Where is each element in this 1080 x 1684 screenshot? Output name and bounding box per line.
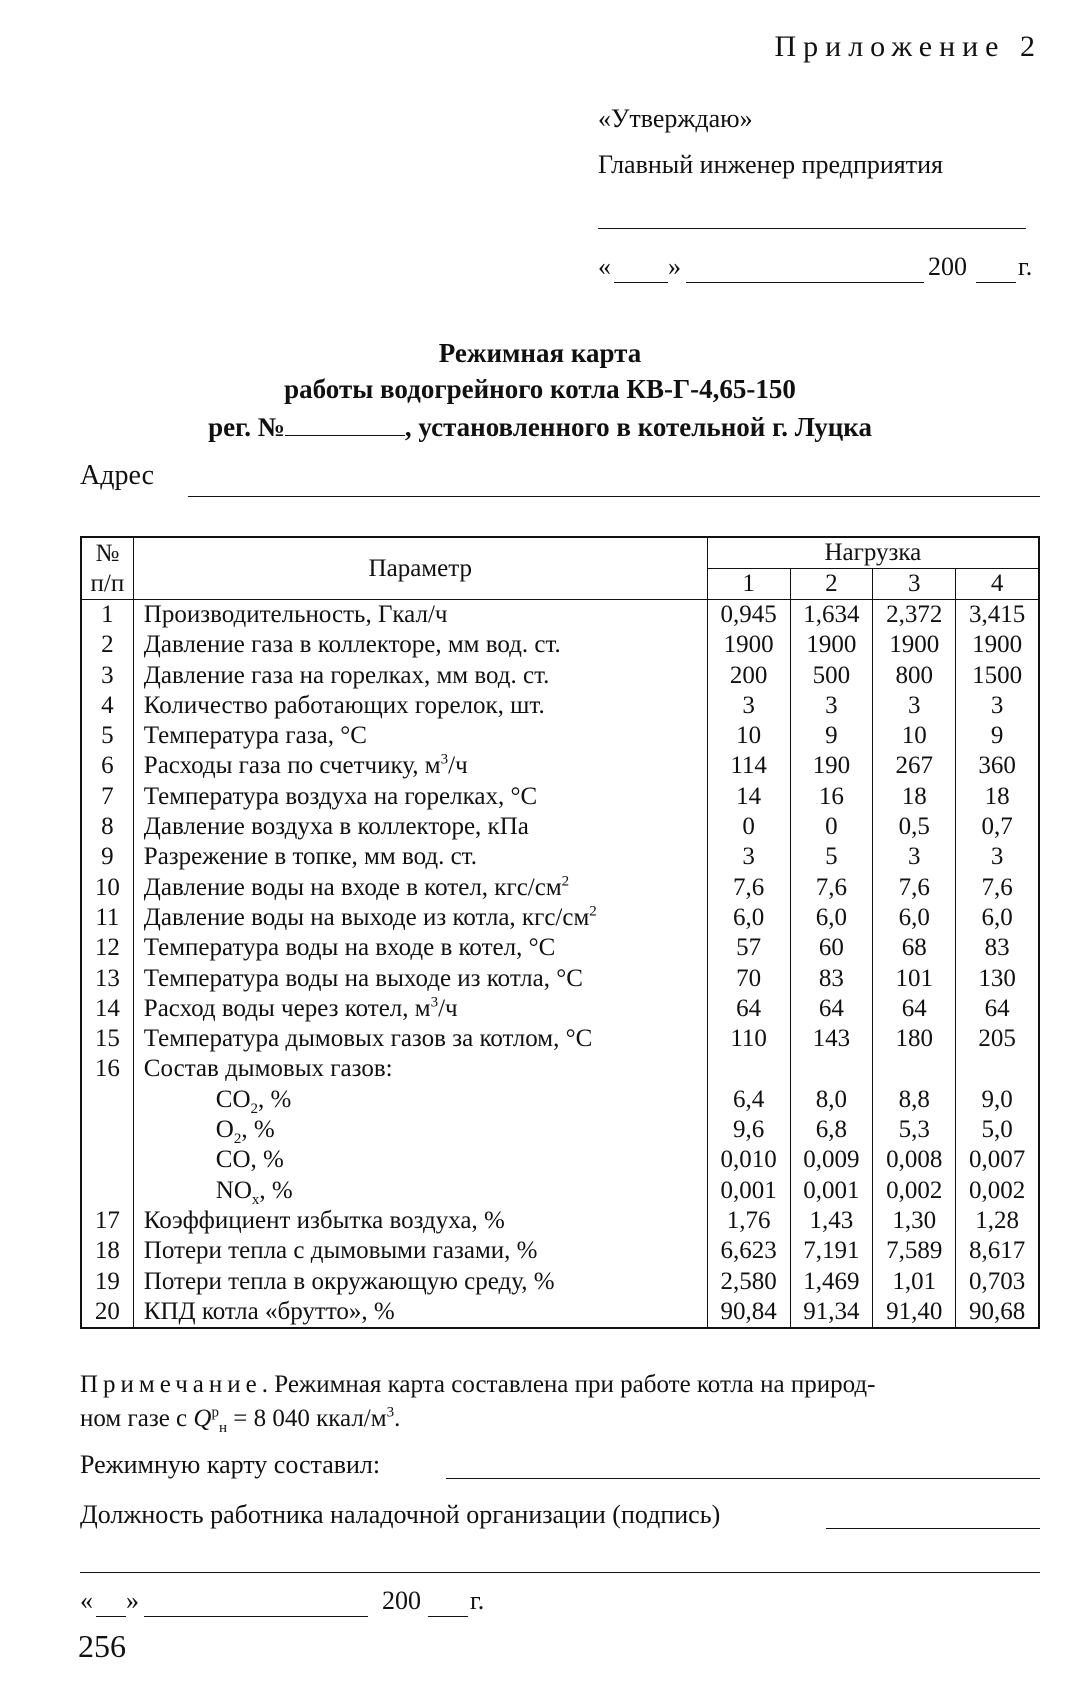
load-value-3: 0,002	[873, 1176, 956, 1206]
load-col-4: 4	[956, 569, 1039, 600]
table-row	[81, 903, 1039, 933]
row-number: 1	[81, 600, 133, 631]
load-value-2: 1,469	[790, 1267, 873, 1297]
parameter-text: NO	[215, 1176, 252, 1204]
row-parameter	[133, 721, 707, 751]
note-text-3-sup: 3	[386, 1404, 395, 1421]
load-value-4: 8,617	[956, 1236, 1039, 1266]
header-load: Нагрузка	[707, 537, 1039, 569]
compiled-by-blank[interactable]	[446, 1478, 1040, 1479]
load-value-2: 64	[790, 994, 873, 1024]
load-value-4: 5,0	[956, 1115, 1039, 1145]
position-blank[interactable]	[826, 1528, 1040, 1529]
load-value-3: 7,6	[873, 873, 956, 903]
parameter-text: CO, %	[215, 1146, 284, 1174]
table-row	[81, 600, 1039, 631]
load-value-2: 1900	[790, 630, 873, 660]
load-value-1: 114	[707, 751, 790, 781]
load-value-4: 205	[956, 1024, 1039, 1054]
row-number: 20	[81, 1297, 133, 1328]
load-value-1: 57	[707, 933, 790, 963]
load-value-1: 1900	[707, 630, 790, 660]
load-value-1: 14	[707, 782, 790, 812]
row-number: 6	[81, 751, 133, 781]
row-parameter	[133, 1145, 707, 1175]
load-value-4: 0,7	[956, 812, 1039, 842]
document-subtitle: работы водогрейного котла КВ-Г-4,65-150	[284, 374, 796, 404]
load-value-4: 0,002	[956, 1176, 1039, 1206]
table-body	[81, 600, 1039, 1329]
parameter-text: Расход воды через котел, м	[143, 994, 431, 1022]
footer-quote-close: »	[126, 1586, 139, 1615]
parameter-superscript: 2	[589, 903, 597, 920]
load-col-3: 3	[873, 569, 956, 600]
load-value-1: 3	[707, 842, 790, 872]
load-value-3: 0,5	[873, 812, 956, 842]
parameter-text: Температура воды на входе в котел, °С	[143, 934, 556, 962]
row-parameter	[133, 842, 707, 872]
row-parameter	[133, 1054, 707, 1084]
parameter-text: Потери тепла с дымовыми газами, %	[143, 1237, 538, 1265]
load-value-4: 3	[956, 842, 1039, 872]
load-value-2: 9	[790, 721, 873, 751]
load-value-4: 9,0	[956, 1085, 1039, 1115]
row-number: 16	[81, 1054, 133, 1084]
row-number	[81, 1115, 133, 1145]
load-value-3: 64	[873, 994, 956, 1024]
load-value-2: 143	[790, 1024, 873, 1054]
table-row	[81, 1145, 1039, 1175]
row-parameter	[133, 1297, 707, 1328]
load-value-2: 91,34	[790, 1297, 873, 1328]
parameter-text: Температура воды на выходе из котла, °С	[143, 964, 583, 992]
table-row	[81, 933, 1039, 963]
table-row	[81, 1267, 1039, 1297]
load-value-4: 0,703	[956, 1267, 1039, 1297]
footer-year-blank[interactable]	[428, 1616, 468, 1617]
row-number: 17	[81, 1206, 133, 1236]
load-value-3: 101	[873, 964, 956, 994]
month-blank[interactable]	[686, 282, 924, 283]
row-parameter	[133, 933, 707, 963]
parameter-text: O	[215, 1116, 234, 1144]
parameter-unit: , %	[259, 1176, 293, 1204]
registration-prefix: рег. №	[208, 412, 285, 442]
row-number: 10	[81, 873, 133, 903]
load-value-1: 6,0	[707, 903, 790, 933]
load-value-3: 2,372	[873, 600, 956, 631]
row-parameter	[133, 903, 707, 933]
row-number	[81, 1176, 133, 1206]
note-q-sub: н	[218, 1420, 227, 1436]
year-prefix: 200	[928, 252, 967, 281]
load-value-3: 0,008	[873, 1145, 956, 1175]
row-parameter	[133, 812, 707, 842]
row-parameter	[133, 691, 707, 721]
load-value-3: 8,8	[873, 1085, 956, 1115]
parameter-unit: /ч	[448, 752, 468, 780]
parameter-text: Давление воздуха в коллекторе, кПа	[143, 813, 529, 841]
table-row	[81, 1085, 1039, 1115]
load-value-1: 2,580	[707, 1267, 790, 1297]
row-parameter	[133, 751, 707, 781]
row-parameter	[133, 1115, 707, 1148]
note-q-symbol: Q	[193, 1405, 212, 1432]
load-value-1: 3	[707, 691, 790, 721]
table-row	[81, 1176, 1039, 1206]
note-text-1: . Режимная карта составлена при работе котла на природ-	[261, 1371, 876, 1398]
load-value-3	[873, 1054, 956, 1084]
date-quote-open: «	[598, 252, 611, 281]
table-row	[81, 964, 1039, 994]
load-value-3: 5,3	[873, 1115, 956, 1145]
footer-year-suffix: г.	[470, 1586, 485, 1615]
load-value-2: 6,8	[790, 1115, 873, 1145]
load-value-3: 3	[873, 842, 956, 872]
load-value-4: 0,007	[956, 1145, 1039, 1175]
load-value-1: 9,6	[707, 1115, 790, 1145]
load-value-4: 64	[956, 994, 1039, 1024]
parameter-superscript: 3	[430, 994, 439, 1011]
mode-card-table	[80, 536, 1040, 1329]
row-number: 18	[81, 1236, 133, 1266]
note-text-3-end: .	[394, 1405, 401, 1432]
parameter-text: Температура дымовых газов за котлом, °С	[143, 1025, 593, 1053]
row-parameter	[133, 630, 707, 660]
document-title: Режимная карта	[438, 338, 642, 368]
year-suffix: г.	[1018, 252, 1033, 281]
header-number-sign: №	[95, 539, 120, 567]
load-value-2: 0	[790, 812, 873, 842]
registration-suffix: , установленного в котельной г. Луцка	[404, 412, 872, 442]
load-value-2: 500	[790, 661, 873, 691]
row-number	[81, 1145, 133, 1175]
footer-month-blank[interactable]	[144, 1616, 368, 1617]
note-label: Примечание	[80, 1371, 262, 1398]
load-value-3: 91,40	[873, 1297, 956, 1328]
row-number: 14	[81, 994, 133, 1024]
load-value-4: 18	[956, 782, 1039, 812]
row-number: 15	[81, 1024, 133, 1054]
row-number: 2	[81, 630, 133, 660]
date-quote-close: »	[668, 252, 681, 281]
load-value-4: 360	[956, 751, 1039, 781]
table-row	[81, 1024, 1039, 1054]
day-blank[interactable]	[614, 282, 668, 283]
load-value-3: 180	[873, 1024, 956, 1054]
row-parameter	[133, 1206, 707, 1236]
row-number: 3	[81, 661, 133, 691]
note-text-2: ном газе с	[80, 1405, 194, 1432]
parameter-unit: , %	[258, 1085, 292, 1113]
parameter-text: Потери тепла в окружающую среду, %	[143, 1267, 555, 1295]
position-label: Должность работника наладочной организации (подпись)	[80, 1500, 721, 1529]
parameter-text: Разрежение в топке, мм вод. ст.	[143, 843, 477, 871]
table-row	[81, 1054, 1039, 1084]
load-value-4: 1,28	[956, 1206, 1039, 1236]
load-value-1: 0,945	[707, 600, 790, 631]
load-value-2: 16	[790, 782, 873, 812]
parameter-text: Производительность, Гкал/ч	[143, 601, 448, 628]
load-value-1: 70	[707, 964, 790, 994]
load-value-3: 6,0	[873, 903, 956, 933]
parameter-text: Расходы газа по счетчику, м	[143, 752, 441, 780]
parameter-text: Состав дымовых газов:	[143, 1055, 393, 1083]
load-value-4: 1500	[956, 661, 1039, 691]
header-number	[81, 537, 133, 600]
load-value-2	[790, 1054, 873, 1084]
load-value-3: 1,30	[873, 1206, 956, 1236]
row-parameter	[133, 1236, 707, 1266]
table-row	[81, 721, 1039, 751]
header-number-abbr: п/п	[90, 569, 125, 597]
table-row	[81, 873, 1039, 903]
load-value-2: 8,0	[790, 1085, 873, 1115]
load-value-2: 3	[790, 691, 873, 721]
parameter-text: КПД котла «брутто», %	[143, 1297, 395, 1325]
load-value-2: 6,0	[790, 903, 873, 933]
extra-signature-line[interactable]	[80, 1572, 1040, 1573]
parameter-text: Количество работающих горелок, шт.	[143, 691, 545, 719]
table-row	[81, 994, 1039, 1024]
load-value-3: 1900	[873, 630, 956, 660]
load-value-2: 7,6	[790, 873, 873, 903]
parameter-text: Давление газа на горелках, мм вод. ст.	[143, 661, 550, 689]
parameter-text: Давление газа в коллекторе, мм вод. ст.	[143, 631, 561, 659]
approval-date	[598, 252, 1043, 286]
parameter-text: CO	[215, 1085, 251, 1113]
load-col-1: 1	[707, 569, 790, 600]
load-value-4: 90,68	[956, 1297, 1039, 1328]
load-value-1: 6,4	[707, 1085, 790, 1115]
load-value-1: 0	[707, 812, 790, 842]
parameter-superscript: 3	[440, 752, 449, 769]
load-value-1: 0,010	[707, 1145, 790, 1175]
parameter-unit: , %	[241, 1116, 275, 1144]
load-value-3: 18	[873, 782, 956, 812]
row-number	[81, 1085, 133, 1115]
row-number: 7	[81, 782, 133, 812]
load-value-4: 130	[956, 964, 1039, 994]
footer-quote-open: «	[80, 1586, 93, 1615]
table-row	[81, 1115, 1039, 1145]
parameter-subscript: 2	[250, 1100, 259, 1117]
registration-blank[interactable]	[285, 435, 405, 436]
appendix-label: Приложение 2	[774, 30, 1042, 63]
load-value-4: 3	[956, 691, 1039, 721]
load-value-2: 190	[790, 751, 873, 781]
signature-line[interactable]	[598, 228, 1026, 229]
chief-engineer-label: Главный инженер предприятия	[598, 150, 943, 179]
table-row	[81, 661, 1039, 691]
table-header-row	[81, 537, 1039, 569]
parameter-text: Температура воздуха на горелках, °С	[143, 782, 538, 810]
load-value-2: 83	[790, 964, 873, 994]
row-parameter	[133, 600, 707, 631]
footer-day-blank[interactable]	[96, 1616, 126, 1617]
load-value-3: 68	[873, 933, 956, 963]
parameter-text: Давление воды на входе в котел, кгс/см	[143, 873, 562, 901]
load-value-2: 5	[790, 842, 873, 872]
load-value-4: 6,0	[956, 903, 1039, 933]
load-value-2: 60	[790, 933, 873, 963]
table-row	[81, 1206, 1039, 1236]
load-value-3: 267	[873, 751, 956, 781]
row-parameter	[133, 1176, 707, 1206]
load-value-4: 1900	[956, 630, 1039, 660]
row-number: 4	[81, 691, 133, 721]
load-value-1: 64	[707, 994, 790, 1024]
document-registration	[0, 412, 1080, 443]
footer-date	[80, 1586, 500, 1620]
address-label: Адрес	[80, 460, 155, 491]
header-parameter: Параметр	[133, 537, 707, 600]
compiled-by-label: Режимную карту составил:	[80, 1450, 381, 1479]
load-value-2: 0,009	[790, 1145, 873, 1175]
table-row	[81, 691, 1039, 721]
row-number: 9	[81, 842, 133, 872]
row-parameter	[133, 782, 707, 812]
table-row	[81, 812, 1039, 842]
load-value-2: 1,634	[790, 600, 873, 631]
parameter-superscript: 2	[561, 873, 570, 890]
table-row	[81, 842, 1039, 872]
table-row	[81, 1297, 1039, 1328]
row-number: 13	[81, 964, 133, 994]
year-blank[interactable]	[976, 282, 1016, 283]
row-number: 5	[81, 721, 133, 751]
note-q-sup: р	[211, 1404, 219, 1421]
row-number: 12	[81, 933, 133, 963]
parameter-unit: /ч	[438, 994, 458, 1022]
row-parameter	[133, 873, 707, 903]
table-row	[81, 782, 1039, 812]
parameter-text: Температура газа, °С	[143, 722, 367, 750]
load-value-2: 0,001	[790, 1176, 873, 1206]
parameter-subscript: 2	[233, 1131, 242, 1148]
load-value-1: 10	[707, 721, 790, 751]
row-number: 19	[81, 1267, 133, 1297]
load-value-3: 7,589	[873, 1236, 956, 1266]
load-value-1: 1,76	[707, 1206, 790, 1236]
load-value-3: 3	[873, 691, 956, 721]
row-parameter	[133, 1267, 707, 1297]
note-paragraph	[80, 1368, 1045, 1436]
parameter-subscript: x	[251, 1191, 260, 1208]
parameter-text: Коэффициент избытка воздуха, %	[143, 1206, 505, 1234]
load-value-1: 110	[707, 1024, 790, 1054]
load-value-4	[956, 1054, 1039, 1084]
load-value-4: 7,6	[956, 873, 1039, 903]
footer-year: 200	[382, 1586, 421, 1615]
load-value-2: 7,191	[790, 1236, 873, 1266]
row-number: 8	[81, 812, 133, 842]
row-parameter	[133, 661, 707, 691]
load-value-3: 10	[873, 721, 956, 751]
load-value-2: 1,43	[790, 1206, 873, 1236]
load-value-1: 6,623	[707, 1236, 790, 1266]
address-blank[interactable]	[188, 496, 1040, 497]
load-value-1: 7,6	[707, 873, 790, 903]
row-parameter	[133, 994, 707, 1024]
load-value-4: 3,415	[956, 600, 1039, 631]
load-value-1	[707, 1054, 790, 1084]
load-value-1: 90,84	[707, 1297, 790, 1328]
row-parameter	[133, 1024, 707, 1054]
load-col-2: 2	[790, 569, 873, 600]
parameter-text: Давление воды на выходе из котла, кгс/см	[143, 903, 590, 931]
table-row	[81, 630, 1039, 660]
note-text-3: = 8 040 ккал/м	[227, 1405, 387, 1432]
load-value-4: 9	[956, 721, 1039, 751]
table-row	[81, 1236, 1039, 1266]
page-number: 256	[78, 1628, 126, 1664]
approval-label: «Утверждаю»	[598, 104, 753, 133]
table-row	[81, 751, 1039, 781]
load-value-3: 800	[873, 661, 956, 691]
load-value-1: 0,001	[707, 1176, 790, 1206]
row-parameter	[133, 1085, 707, 1115]
row-number: 11	[81, 903, 133, 933]
row-parameter	[133, 964, 707, 994]
load-value-1: 200	[707, 661, 790, 691]
load-value-3: 1,01	[873, 1267, 956, 1297]
load-value-4: 83	[956, 933, 1039, 963]
